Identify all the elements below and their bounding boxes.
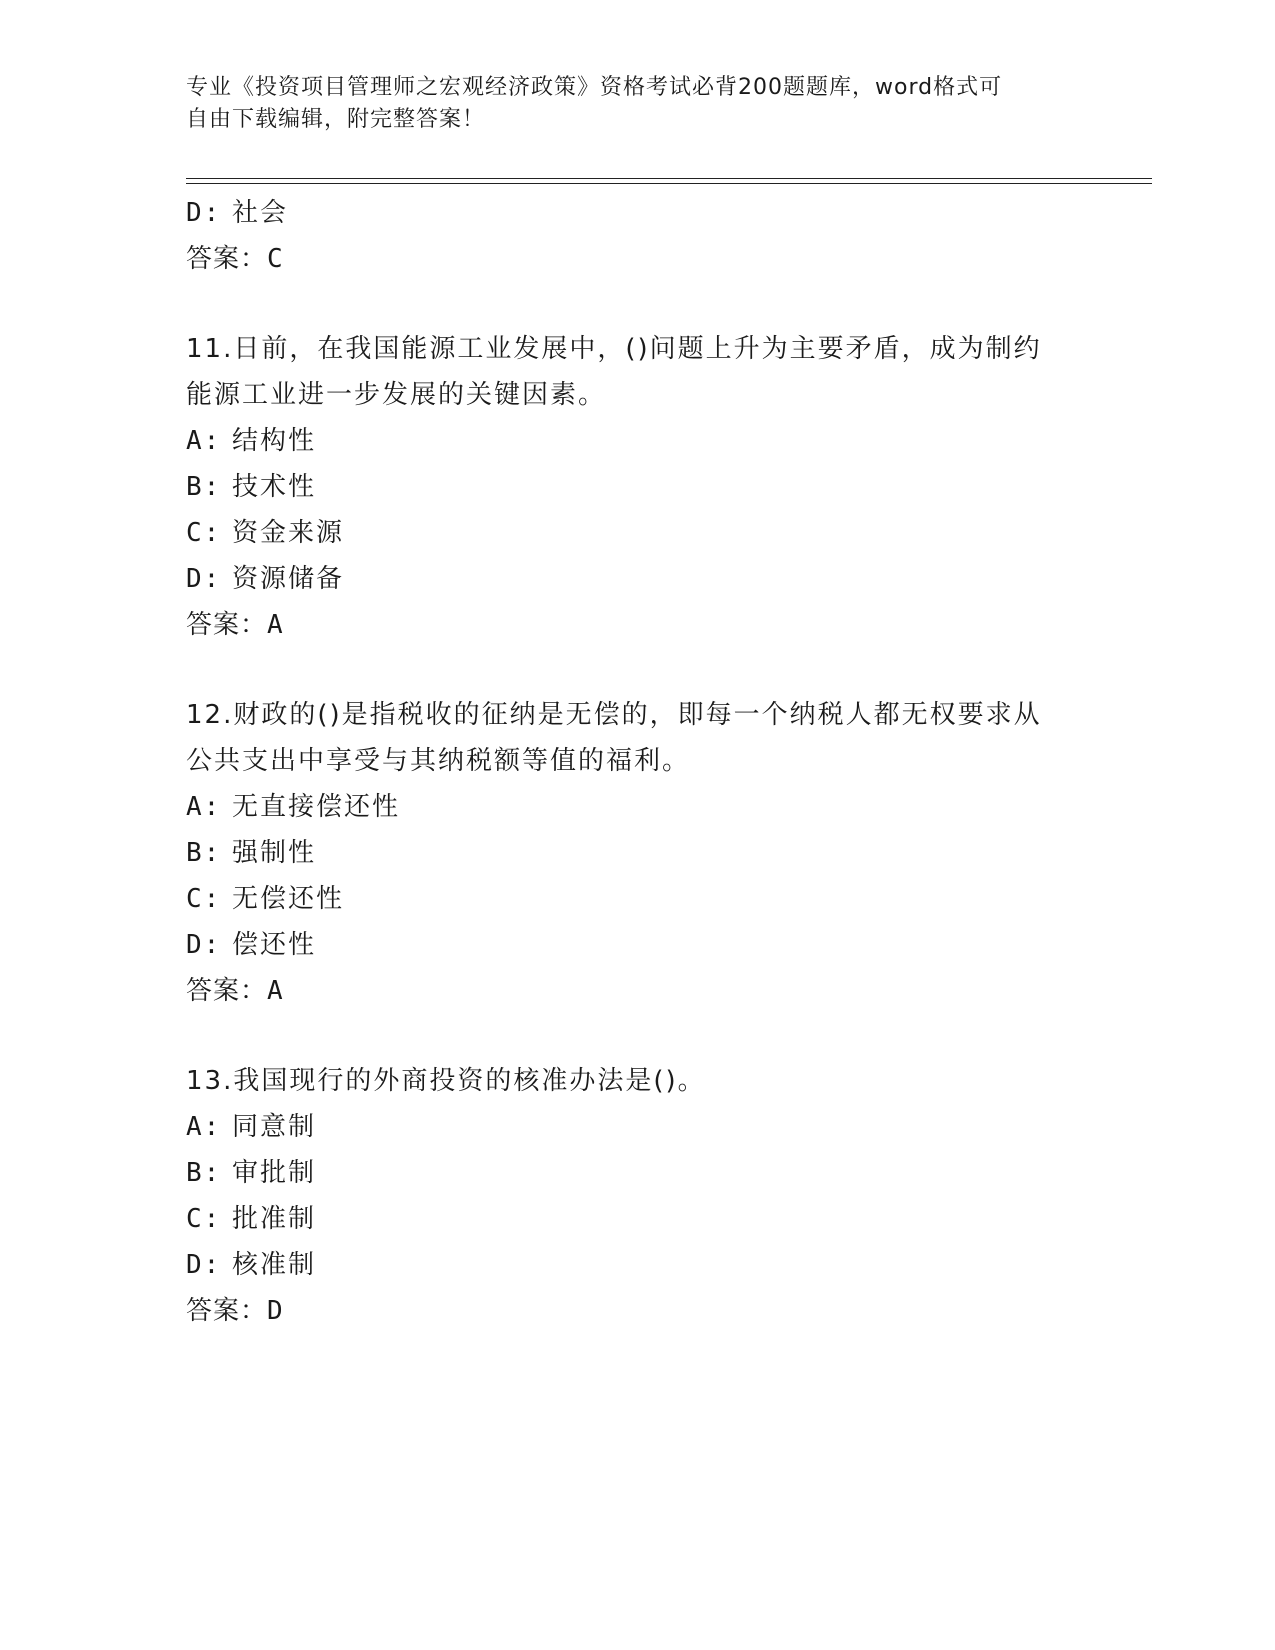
option-label: B: [186, 838, 222, 868]
option-label: D: [186, 1250, 222, 1280]
header-divider-bottom [186, 183, 1152, 184]
answer [186, 236, 1086, 282]
option-text: 资金来源 [232, 518, 345, 548]
option-d [186, 556, 1086, 602]
question-stem-line: 公共支出中享受与其纳税额等值的福利。 [186, 746, 691, 776]
option-text: 核准制 [232, 1250, 317, 1280]
option-label: C: [186, 518, 222, 548]
option-label: C: [186, 1204, 222, 1234]
answer-value: A [267, 610, 284, 640]
answer [186, 968, 1086, 1014]
answer-label: 答案： [186, 610, 268, 640]
question-stem [186, 692, 1086, 784]
answer [186, 1288, 1086, 1334]
option-d [186, 190, 1086, 236]
option-label: A: [186, 792, 222, 822]
answer-value: C [267, 244, 284, 274]
option-text: 偿还性 [232, 930, 317, 960]
option-label: B: [186, 1158, 222, 1188]
option-label: D: [186, 930, 222, 960]
option-d [186, 1242, 1086, 1288]
header-divider-top [186, 178, 1152, 179]
option-label: B: [186, 472, 222, 502]
option-text: 审批制 [232, 1158, 317, 1188]
option-text: 强制性 [232, 838, 317, 868]
question-13 [186, 1058, 1086, 1334]
option-a [186, 1104, 1086, 1150]
option-a [186, 418, 1086, 464]
question-stem-line: 13.我国现行的外商投资的核准办法是()。 [186, 1066, 706, 1096]
option-d [186, 922, 1086, 968]
option-label: C: [186, 884, 222, 914]
answer-value: A [267, 976, 284, 1006]
option-text: 结构性 [232, 426, 317, 456]
question-stem [186, 1058, 1086, 1104]
option-c [186, 1196, 1086, 1242]
option-text: 无直接偿还性 [232, 792, 401, 822]
question-12 [186, 692, 1086, 1014]
question-stem-line: 能源工业进一步发展的关键因素。 [186, 380, 607, 410]
option-text: 资源储备 [232, 564, 345, 594]
option-c [186, 876, 1086, 922]
header-line-1: 专业《投资项目管理师之宏观经济政策》资格考试必背200题题库，word格式可 [186, 75, 1003, 100]
answer-label: 答案： [186, 976, 268, 1006]
option-label: A: [186, 426, 222, 456]
option-text: 社会 [232, 198, 289, 228]
option-b [186, 830, 1086, 876]
question-stem-line: 11.日前，在我国能源工业发展中，()问题上升为主要矛盾，成为制约 [186, 334, 1042, 364]
option-b [186, 464, 1086, 510]
option-label: D: [186, 564, 222, 594]
document-header [186, 72, 1086, 136]
answer [186, 602, 1086, 648]
option-text: 技术性 [232, 472, 317, 502]
option-text: 同意制 [232, 1112, 317, 1142]
option-text: 无偿还性 [232, 884, 345, 914]
question-11 [186, 326, 1086, 648]
answer-label: 答案： [186, 1296, 268, 1326]
option-text: 批准制 [232, 1204, 317, 1234]
answer-label: 答案： [186, 244, 268, 274]
option-c [186, 510, 1086, 556]
previous-question-tail [186, 190, 1086, 282]
option-a [186, 784, 1086, 830]
option-b [186, 1150, 1086, 1196]
option-label: D: [186, 198, 222, 228]
question-list [186, 190, 1086, 1334]
option-label: A: [186, 1112, 222, 1142]
question-stem-line: 12.财政的()是指税收的征纳是无偿的，即每一个纳税人都无权要求从 [186, 700, 1042, 730]
answer-value: D [267, 1296, 284, 1326]
question-stem [186, 326, 1086, 418]
header-line-2: 自由下载编辑，附完整答案！ [186, 107, 486, 132]
